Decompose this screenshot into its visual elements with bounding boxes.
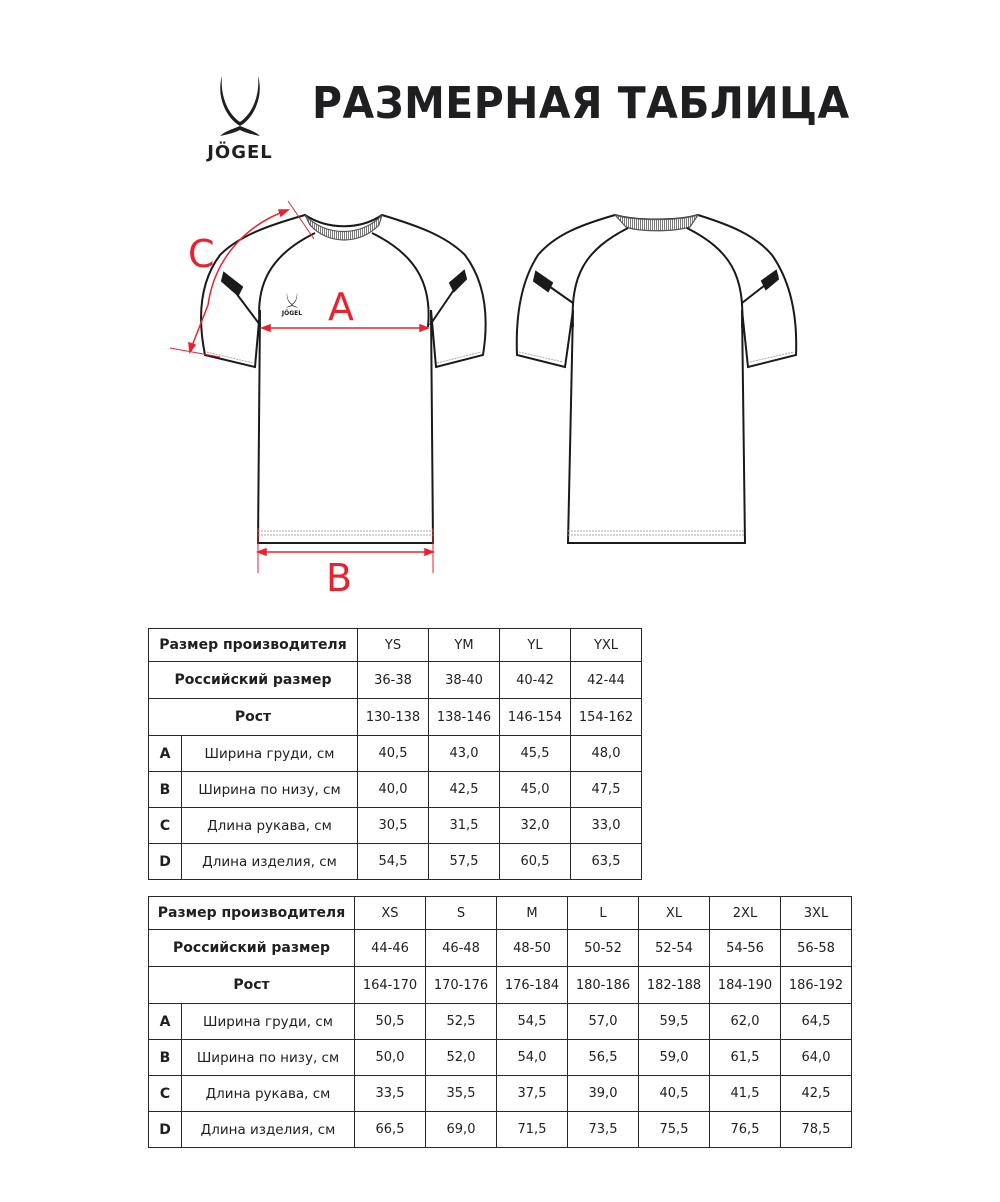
- table-cell: 146-154: [500, 699, 571, 736]
- measure-label: Ширина груди, см: [182, 736, 358, 772]
- table-cell: 63,5: [571, 844, 642, 880]
- table-cell: 50-52: [568, 930, 639, 967]
- table-cell: 54,5: [497, 1004, 568, 1040]
- table-cell: 170-176: [426, 967, 497, 1004]
- measure-label: Ширина по низу, см: [182, 772, 358, 808]
- table-cell: XL: [639, 897, 710, 930]
- table-cell: 42,5: [429, 772, 500, 808]
- measure-letter: A: [149, 736, 182, 772]
- measure-letter: C: [149, 808, 182, 844]
- table-row: [149, 772, 642, 808]
- table-cell: 54-56: [710, 930, 781, 967]
- table-cell: 78,5: [781, 1112, 852, 1148]
- table-cell: 2XL: [710, 897, 781, 930]
- table-cell: 32,0: [500, 808, 571, 844]
- table-row: [149, 662, 642, 699]
- table-cell: 3XL: [781, 897, 852, 930]
- table-cell: 62,0: [710, 1004, 781, 1040]
- table-cell: 73,5: [568, 1112, 639, 1148]
- measure-label: Ширина по низу, см: [182, 1040, 355, 1076]
- measure-letter: A: [149, 1004, 182, 1040]
- row-header: Российский размер: [149, 930, 355, 967]
- table-cell: 45,5: [500, 736, 571, 772]
- table-cell: 56,5: [568, 1040, 639, 1076]
- table-cell: 52-54: [639, 930, 710, 967]
- table-cell: 130-138: [358, 699, 429, 736]
- table-cell: 176-184: [497, 967, 568, 1004]
- table-cell: 33,5: [355, 1076, 426, 1112]
- table-row: [149, 844, 642, 880]
- table-cell: 41,5: [710, 1076, 781, 1112]
- measure-label: Длина изделия, см: [182, 844, 358, 880]
- table-cell: S: [426, 897, 497, 930]
- table-cell: 52,5: [426, 1004, 497, 1040]
- measure-label: Длина изделия, см: [182, 1112, 355, 1148]
- table-cell: 56-58: [781, 930, 852, 967]
- table-row: [149, 1004, 852, 1040]
- table-cell: 64,5: [781, 1004, 852, 1040]
- svg-text:B: B: [326, 556, 353, 600]
- table-cell: 54,0: [497, 1040, 568, 1076]
- table-cell: 57,5: [429, 844, 500, 880]
- row-header: Рост: [149, 967, 355, 1004]
- measure-label: Длина рукава, см: [182, 808, 358, 844]
- measure-letter: C: [149, 1076, 182, 1112]
- table-cell: YM: [429, 629, 500, 662]
- measure-letter: D: [149, 844, 182, 880]
- table-cell: 37,5: [497, 1076, 568, 1112]
- table-cell: 47,5: [571, 772, 642, 808]
- table-cell: 38-40: [429, 662, 500, 699]
- tshirt-diagram-icon: [160, 195, 820, 600]
- table-cell: 71,5: [497, 1112, 568, 1148]
- table-cell: 164-170: [355, 967, 426, 1004]
- table-cell: 138-146: [429, 699, 500, 736]
- table-row: [149, 699, 642, 736]
- row-header: Размер производителя: [149, 897, 355, 930]
- table-cell: 61,5: [710, 1040, 781, 1076]
- table-cell: 40,0: [358, 772, 429, 808]
- size-table-adult: [148, 896, 852, 1148]
- row-header: Российский размер: [149, 662, 358, 699]
- table-cell: 59,0: [639, 1040, 710, 1076]
- brand-logo: [190, 70, 295, 170]
- table-cell: 31,5: [429, 808, 500, 844]
- table-cell: 60,5: [500, 844, 571, 880]
- measure-letter: D: [149, 1112, 182, 1148]
- table-cell: 180-186: [568, 967, 639, 1004]
- table-row: [149, 808, 642, 844]
- table-cell: M: [497, 897, 568, 930]
- table-cell: 43,0: [429, 736, 500, 772]
- row-header: Размер производителя: [149, 629, 358, 662]
- table-cell: 69,0: [426, 1112, 497, 1148]
- table-cell: 50,0: [355, 1040, 426, 1076]
- table-cell: 184-190: [710, 967, 781, 1004]
- size-table-youth: [148, 628, 642, 880]
- table-cell: 64,0: [781, 1040, 852, 1076]
- table-cell: 186-192: [781, 967, 852, 1004]
- table-row: [149, 897, 852, 930]
- measure-label: Ширина груди, см: [182, 1004, 355, 1040]
- table-cell: 40,5: [358, 736, 429, 772]
- page-title: РАЗМЕРНАЯ ТАБЛИЦА: [312, 78, 850, 129]
- table-row: [149, 736, 642, 772]
- table-cell: 44-46: [355, 930, 426, 967]
- front-shirt: [201, 215, 486, 543]
- table-cell: 59,5: [639, 1004, 710, 1040]
- jogel-emblem-icon: [190, 70, 290, 140]
- svg-text:A: A: [328, 285, 354, 329]
- table-cell: 66,5: [355, 1112, 426, 1148]
- table-cell: 39,0: [568, 1076, 639, 1112]
- table-cell: YL: [500, 629, 571, 662]
- measure-letter: B: [149, 1040, 182, 1076]
- table-cell: 50,5: [355, 1004, 426, 1040]
- table-cell: 33,0: [571, 808, 642, 844]
- table-cell: 76,5: [710, 1112, 781, 1148]
- table-cell: XS: [355, 897, 426, 930]
- table-cell: 30,5: [358, 808, 429, 844]
- table-cell: 42,5: [781, 1076, 852, 1112]
- table-cell: 48,0: [571, 736, 642, 772]
- table-cell: 75,5: [639, 1112, 710, 1148]
- table-row: [149, 930, 852, 967]
- table-cell: 57,0: [568, 1004, 639, 1040]
- row-header: Рост: [149, 699, 358, 736]
- table-cell: 46-48: [426, 930, 497, 967]
- table-cell: 154-162: [571, 699, 642, 736]
- table-cell: 48-50: [497, 930, 568, 967]
- table-cell: 54,5: [358, 844, 429, 880]
- table-cell: YXL: [571, 629, 642, 662]
- table-cell: YS: [358, 629, 429, 662]
- table-cell: 36-38: [358, 662, 429, 699]
- table-cell: 35,5: [426, 1076, 497, 1112]
- table-cell: 52,0: [426, 1040, 497, 1076]
- table-cell: 40-42: [500, 662, 571, 699]
- table-row: [149, 1112, 852, 1148]
- svg-text:JÖGEL: JÖGEL: [281, 310, 303, 317]
- tshirt-measurement-diagram: [160, 195, 820, 600]
- table-cell: 40,5: [639, 1076, 710, 1112]
- svg-text:C: C: [188, 232, 215, 276]
- table-row: [149, 629, 642, 662]
- table-row: [149, 967, 852, 1004]
- brand-name: JÖGEL: [207, 142, 273, 163]
- table-row: [149, 1040, 852, 1076]
- table-cell: 45,0: [500, 772, 571, 808]
- table-cell: 42-44: [571, 662, 642, 699]
- measure-label: Длина рукава, см: [182, 1076, 355, 1112]
- table-cell: L: [568, 897, 639, 930]
- table-row: [149, 1076, 852, 1112]
- measure-letter: B: [149, 772, 182, 808]
- back-shirt: [517, 215, 796, 543]
- table-cell: 182-188: [639, 967, 710, 1004]
